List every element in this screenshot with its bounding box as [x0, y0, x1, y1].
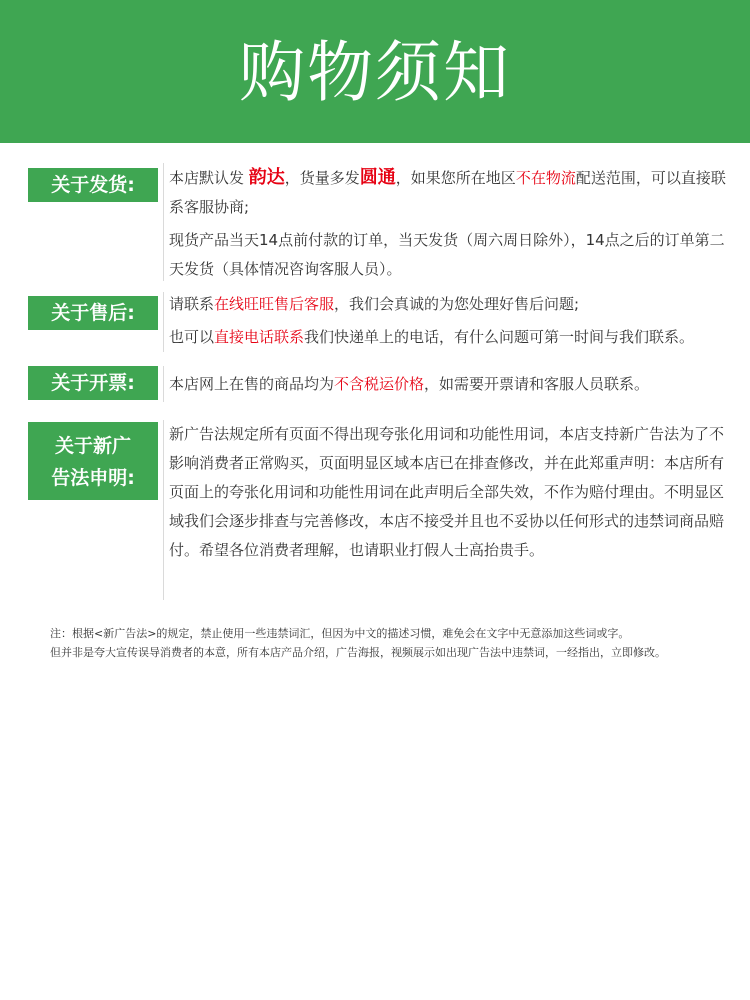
invoice-paragraph [169, 370, 729, 399]
invoice-text-a: 本店网上在售的商品均为 [169, 375, 335, 393]
page-title: 购物须知 [239, 34, 511, 111]
footnote-line-1: 注：根据<新广告法>的规定，禁止使用一些违禁词汇，但因为中文的描述习惯，难免会在文字中无意添加这些词或字。 [50, 627, 630, 640]
after-sales-highlight-1: 在线旺旺售后客服 [214, 295, 335, 313]
footnote-line-2: 但并非是夸大宣传误导消费者的本意，所有本店产品介绍，广告海报，视频展示如出现广告法中违禁词，一经指出，立即修改。 [50, 646, 666, 659]
ad-law-label [28, 422, 158, 500]
after-sales-highlight-2: 直接电话联系 [214, 328, 305, 346]
ad-law-label-line-1: 关于新广 [54, 435, 131, 457]
invoice-highlight: 不含税运价格 [334, 375, 425, 393]
after-sales-paragraph-2 [169, 323, 729, 352]
courier-yuantong: 圆通 [359, 167, 396, 188]
divider-after-sales [163, 292, 164, 352]
invoice-text-b: ，如需要开票请和客服人员联系。 [424, 375, 650, 393]
shipping-text-c: ，如果您所在地区 [395, 169, 516, 187]
after-sales-text-a: 请联系 [169, 295, 215, 313]
after-sales-paragraph-1 [169, 290, 729, 319]
divider-ad-law [163, 420, 164, 600]
shipping-highlight: 不在物流 [515, 169, 576, 187]
after-sales-label: 关于售后: [28, 296, 158, 330]
after-sales-text-b: ，我们会真诚的为您处理好售后问题; [334, 295, 580, 313]
ad-law-paragraph: 新广告法规定所有页面不得出现夸张化用词和功能性用词，本店支持新广告法为了不影响消费者正常购买，页面明显区域本店已在排查修改，并在此郑重声明：本店所有页面上的夸张化用词和功能性用词在此声明后全部失效，不作为赔付理由。不明显区域我们会逐步排查与完善修改，本店不接受并且也不妥协以任何形式的违禁词商品赔付。希望各位消费者理解，也请职业打假人士高抬贵手。 [169, 425, 725, 559]
shipping-text-d: 配送范围，可以直接联系客服协商; [169, 169, 726, 216]
ad-law-label-line-2: 告法申明: [51, 467, 135, 489]
shipping-text-a: 本店默认发 [169, 169, 249, 187]
divider-invoice [163, 366, 164, 402]
after-sales-text-d: 我们快递单上的电话，有什么问题可第一时间与我们联系。 [304, 328, 695, 346]
shipping-paragraph-1 [169, 163, 729, 222]
after-sales-text-c: 也可以 [169, 328, 215, 346]
shipping-paragraph-2: 现货产品当天14点前付款的订单，当天发货（周六周日除外），14点之后的订单第二天发货（具体情况咨询客服人员）。 [169, 231, 725, 278]
divider-shipping [163, 163, 164, 281]
shipping-label: 关于发货: [28, 168, 158, 202]
shipping-text-b: ，货量多发 [284, 169, 360, 187]
header-banner [0, 0, 750, 143]
invoice-label: 关于开票: [28, 366, 158, 400]
courier-yunda: 韵达 [248, 167, 285, 188]
